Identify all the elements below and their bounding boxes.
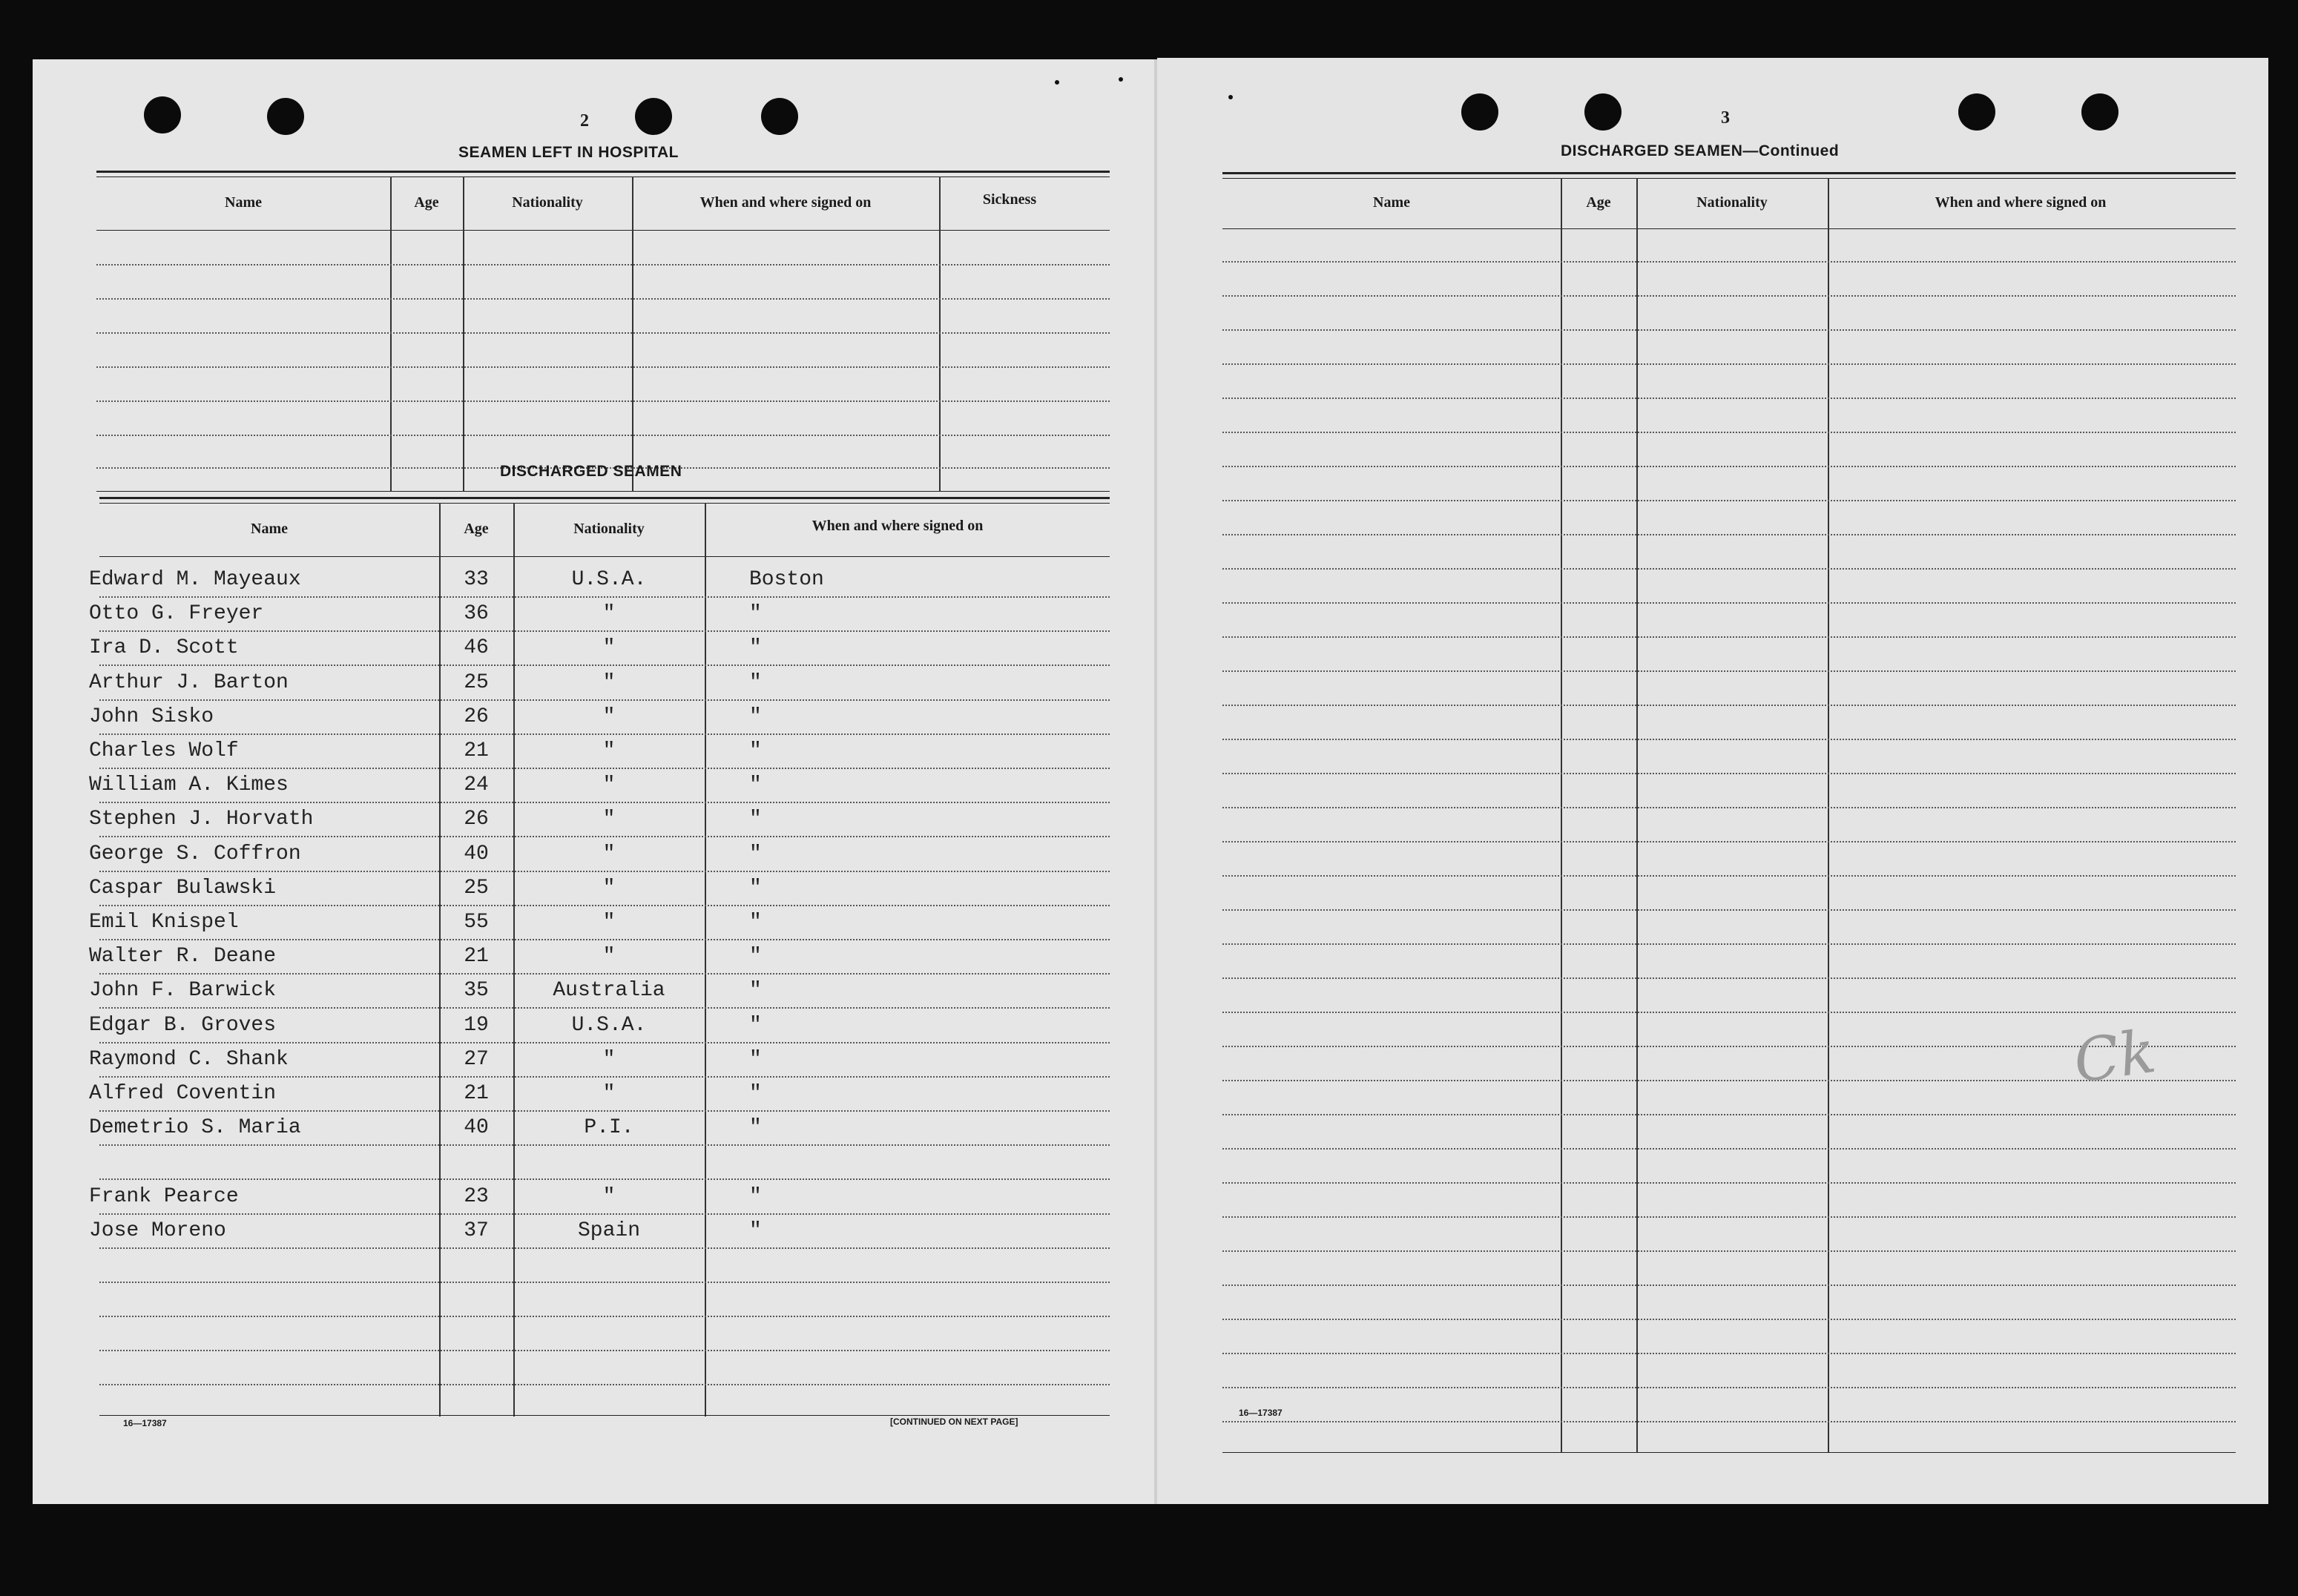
- punch-hole: [1958, 93, 1995, 131]
- cell-name: Caspar Bulawski: [89, 876, 277, 900]
- cell-nationality: ": [602, 705, 616, 728]
- form-number: 16—17387: [123, 1418, 167, 1428]
- cell-nationality: ": [602, 808, 616, 831]
- cell-name: William A. Kimes: [89, 774, 289, 797]
- table-row-line: [99, 1384, 1110, 1385]
- table-row-line: [99, 630, 1110, 632]
- cell-name: Arthur J. Barton: [89, 670, 289, 694]
- cell-signed-on: ": [749, 774, 762, 797]
- cell-age: 40: [464, 842, 489, 865]
- cell-age: 23: [464, 1184, 489, 1208]
- cell-nationality: U.S.A.: [571, 1013, 647, 1037]
- cell-nationality: ": [602, 602, 616, 626]
- column-header: Nationality: [1696, 194, 1768, 211]
- table-row-line: [99, 1316, 1110, 1317]
- cell-age: 24: [464, 774, 489, 797]
- cell-nationality: ": [602, 1184, 616, 1208]
- table-row-line: [1222, 1353, 2236, 1354]
- table-row-line: [1222, 1148, 2236, 1150]
- cell-name: George S. Coffron: [89, 842, 301, 865]
- cell-name: Walter R. Deane: [89, 945, 277, 969]
- table-row-line: [1222, 534, 2236, 535]
- cell-signed-on: ": [749, 911, 762, 934]
- cell-nationality: ": [602, 1047, 616, 1071]
- table-row-line: [1222, 1285, 2236, 1286]
- table-row-line: [99, 1178, 1110, 1180]
- table-row-line: [1222, 1319, 2236, 1320]
- cell-signed-on: ": [749, 1013, 762, 1037]
- cell-nationality: ": [602, 911, 616, 934]
- table-row-line: [99, 836, 1110, 837]
- cell-signed-on: ": [749, 945, 762, 969]
- cell-nationality: U.S.A.: [571, 568, 647, 591]
- speck: [1119, 77, 1123, 82]
- table-row-line: [1222, 1387, 2236, 1388]
- table-row-line: [1222, 670, 2236, 672]
- table-row-line: [99, 1110, 1110, 1112]
- cell-nationality: P.I.: [584, 1116, 634, 1140]
- cell-name: Charles Wolf: [89, 739, 239, 762]
- punch-hole: [2081, 93, 2118, 131]
- table-row-line: [1222, 1250, 2236, 1252]
- cell-age: 21: [464, 945, 489, 969]
- cell-signed-on: ": [749, 1082, 762, 1105]
- column-header: Sickness: [982, 191, 1037, 208]
- table-row-line: [1222, 568, 2236, 570]
- column-header: Nationality: [512, 194, 583, 211]
- table-row-line: [1222, 1182, 2236, 1184]
- cell-name: John F. Barwick: [89, 979, 277, 1003]
- table-row-line: [99, 665, 1110, 666]
- cell-age: 40: [464, 1116, 489, 1140]
- column-header: Age: [1586, 194, 1611, 211]
- table-row-line: [99, 733, 1110, 735]
- table-row-line: [1222, 398, 2236, 399]
- cell-signed-on: ": [749, 1219, 762, 1242]
- punch-hole: [1461, 93, 1498, 131]
- punch-hole: [267, 98, 304, 135]
- cell-name: Jose Moreno: [89, 1219, 226, 1242]
- punch-hole: [761, 98, 798, 135]
- cell-signed-on: ": [749, 842, 762, 865]
- cell-nationality: Spain: [577, 1219, 640, 1242]
- cell-signed-on: ": [749, 1184, 762, 1208]
- speck: [1055, 80, 1059, 85]
- cell-age: 27: [464, 1047, 489, 1071]
- column-header: When and where signed on: [699, 194, 872, 211]
- form-number: 16—17387: [1239, 1408, 1283, 1418]
- punch-hole: [635, 98, 672, 135]
- cell-signed-on: Boston: [749, 568, 824, 591]
- column-header: When and where signed on: [811, 518, 984, 534]
- cell-age: 37: [464, 1219, 489, 1242]
- table-row-line: [1222, 329, 2236, 331]
- table-row-line: [1222, 1216, 2236, 1218]
- cell-nationality: ": [602, 636, 616, 660]
- cell-nationality: ": [602, 1082, 616, 1105]
- cell-age: 26: [464, 808, 489, 831]
- cell-name: Edgar B. Groves: [89, 1013, 277, 1037]
- table-row-line: [99, 699, 1110, 701]
- table-row-line: [99, 802, 1110, 803]
- table-row-line: [99, 768, 1110, 769]
- cell-age: 46: [464, 636, 489, 660]
- cell-signed-on: ": [749, 739, 762, 762]
- table-row-line: [1222, 1421, 2236, 1422]
- cell-signed-on: ": [749, 808, 762, 831]
- cell-nationality: ": [602, 876, 616, 900]
- cell-nationality: ": [602, 739, 616, 762]
- punch-hole: [144, 96, 181, 133]
- cell-name: Edward M. Mayeaux: [89, 568, 301, 591]
- cell-age: 25: [464, 670, 489, 694]
- table-row-line: [1222, 705, 2236, 706]
- cell-name: John Sisko: [89, 705, 214, 728]
- table-row-line: [99, 973, 1110, 975]
- column-header: Age: [414, 194, 439, 211]
- right-page: [1157, 58, 2268, 1504]
- cell-age: 21: [464, 739, 489, 762]
- discharged-table: [89, 497, 1110, 1417]
- table-row-line: [1222, 875, 2236, 877]
- table-row-line: [99, 871, 1110, 872]
- hospital-table: [96, 171, 1110, 497]
- cell-signed-on: ": [749, 1116, 762, 1140]
- table-row-line: [1222, 807, 2236, 808]
- table-row-line: [1222, 943, 2236, 945]
- cell-age: 19: [464, 1013, 489, 1037]
- cell-nationality: Australia: [553, 979, 665, 1003]
- column-header: Nationality: [573, 521, 645, 537]
- table-row-line: [1222, 1114, 2236, 1115]
- cell-nationality: ": [602, 945, 616, 969]
- cell-nationality: ": [602, 842, 616, 865]
- cell-age: 25: [464, 876, 489, 900]
- continued-table: [1222, 172, 2236, 1455]
- cell-signed-on: ": [749, 705, 762, 728]
- table-row-line: [1222, 466, 2236, 467]
- cell-name: Stephen J. Horvath: [89, 808, 314, 831]
- table-row-line: [99, 1144, 1110, 1146]
- cell-name: Demetrio S. Maria: [89, 1116, 301, 1140]
- table-row-line: [1222, 500, 2236, 501]
- table-row-line: [1222, 363, 2236, 365]
- cell-age: 36: [464, 602, 489, 626]
- table-row-line: [1222, 636, 2236, 638]
- cell-signed-on: ": [749, 602, 762, 626]
- continued-note: [CONTINUED ON NEXT PAGE]: [890, 1417, 1018, 1427]
- cell-name: Raymond C. Shank: [89, 1047, 289, 1071]
- table-row-line: [1222, 261, 2236, 263]
- column-header: Name: [251, 521, 288, 537]
- cell-age: 26: [464, 705, 489, 728]
- continued-section-title: DISCHARGED SEAMEN—Continued: [1561, 142, 1840, 159]
- table-row-line: [99, 1042, 1110, 1043]
- left-page: [33, 59, 1162, 1504]
- table-row-line: [1222, 773, 2236, 774]
- cell-age: 21: [464, 1082, 489, 1105]
- table-row-line: [99, 939, 1110, 940]
- cell-signed-on: ": [749, 636, 762, 660]
- table-row-line: [99, 1350, 1110, 1351]
- table-row-line: [1222, 295, 2236, 297]
- cell-age: 35: [464, 979, 489, 1003]
- column-header: When and where signed on: [1935, 194, 2107, 211]
- punch-hole: [1584, 93, 1622, 131]
- table-row-line: [1222, 841, 2236, 842]
- page-number: 2: [580, 111, 589, 131]
- cell-signed-on: ": [749, 979, 762, 1003]
- table-row-line: [99, 1247, 1110, 1249]
- table-row-line: [1222, 602, 2236, 604]
- column-header: Name: [225, 194, 262, 211]
- cell-nationality: ": [602, 670, 616, 694]
- handwritten-mark: Ck: [2070, 1016, 2160, 1097]
- table-row-line: [99, 1282, 1110, 1283]
- cell-name: Frank Pearce: [89, 1184, 239, 1208]
- table-row-line: [1222, 432, 2236, 433]
- discharged-section-title: DISCHARGED SEAMEN: [500, 463, 682, 480]
- table-row-line: [99, 1007, 1110, 1009]
- cell-signed-on: ": [749, 1047, 762, 1071]
- hospital-section-title: SEAMEN LEFT IN HOSPITAL: [458, 144, 679, 161]
- table-row-line: [99, 1076, 1110, 1078]
- cell-name: Alfred Coventin: [89, 1082, 277, 1105]
- cell-name: Ira D. Scott: [89, 636, 239, 660]
- cell-name: Otto G. Freyer: [89, 602, 264, 626]
- cell-signed-on: ": [749, 670, 762, 694]
- speck: [1228, 95, 1233, 99]
- page-number: 3: [1721, 108, 1730, 128]
- table-row-line: [1222, 1012, 2236, 1013]
- table-row-line: [99, 905, 1110, 906]
- cell-age: 33: [464, 568, 489, 591]
- cell-nationality: ": [602, 774, 616, 797]
- table-row-line: [1222, 909, 2236, 911]
- cell-name: Emil Knispel: [89, 911, 239, 934]
- table-row-line: [99, 596, 1110, 598]
- table-row-line: [1222, 977, 2236, 979]
- cell-age: 55: [464, 911, 489, 934]
- column-header: Age: [464, 521, 489, 537]
- column-header: Name: [1373, 194, 1410, 211]
- table-row-line: [1222, 739, 2236, 740]
- table-row-line: [99, 1213, 1110, 1215]
- cell-signed-on: ": [749, 876, 762, 900]
